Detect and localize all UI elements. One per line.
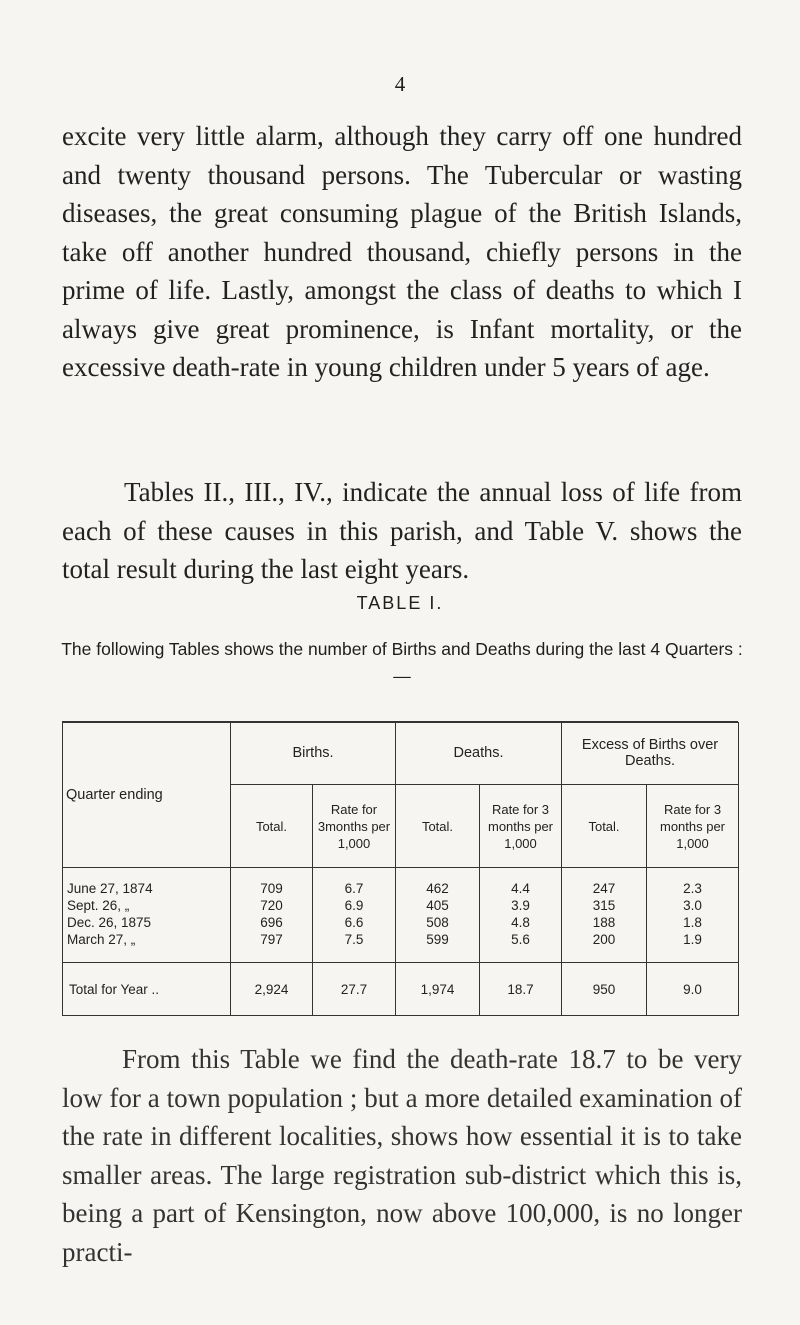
- cell-deaths-rate: 3.9: [480, 897, 562, 914]
- header-excess-rate: Rate for 3 months per 1,000: [647, 785, 739, 868]
- cell-deaths-rate: 5.6: [480, 931, 562, 948]
- table-row: [63, 931, 739, 948]
- header-births: Births.: [231, 722, 396, 785]
- cell-deaths-total: 462: [396, 880, 480, 897]
- paragraph-intro: excite very little alarm, although they carry off one hundred and twenty thousand persons. The Tubercular or wasting diseases, the great consuming plague of the British Islands, take off another hundred thousand, chiefly persons in the prime of life. Lastly, amongst the class of deaths to which I always give great prominence, is Infant mortality, or the excessive death-rate in young children under 5 years of age.: [62, 121, 742, 382]
- table-row: [63, 897, 739, 914]
- header-births-total: Total.: [231, 785, 313, 868]
- cell-quarter: June 27, 1874: [63, 880, 231, 897]
- cell-excess-rate: 9.0: [647, 963, 739, 1016]
- header-births-rate: Rate for 3months per 1,000: [313, 785, 396, 868]
- cell-births-rate: 6.7: [313, 880, 396, 897]
- cell-births-total: 2,924: [231, 963, 313, 1016]
- table-title: TABLE I.: [356, 593, 444, 613]
- cell-excess-rate: 3.0: [647, 897, 739, 914]
- cell-births-total: 696: [231, 914, 313, 931]
- table-row: [63, 880, 739, 897]
- cell-births-rate: 6.9: [313, 897, 396, 914]
- cell-excess-rate: 1.9: [647, 931, 739, 948]
- header-quarter-ending: Quarter ending: [63, 722, 231, 868]
- paragraph-tables-reference: Tables II., III., IV., indicate the annual loss of life from each of these causes in this parish, and Table V. shows the total result during the last eight years.: [62, 477, 742, 584]
- cell-total-label: Total for Year ..: [63, 963, 231, 1016]
- page-number: 4: [394, 72, 406, 96]
- cell-excess-total: 950: [562, 963, 647, 1016]
- cell-excess-total: 315: [562, 897, 647, 914]
- cell-deaths-total: 508: [396, 914, 480, 931]
- cell-deaths-total: 599: [396, 931, 480, 948]
- header-deaths-rate: Rate for 3 months per 1,000: [480, 785, 562, 868]
- table-top-rule: [62, 721, 738, 723]
- header-deaths: Deaths.: [396, 722, 562, 785]
- table-caption: The following Tables shows the number of Births and Deaths during the last 4 Quarters : —: [61, 639, 743, 686]
- table-total-row: [63, 963, 739, 1016]
- header-deaths-total: Total.: [396, 785, 480, 868]
- header-excess: Excess of Births over Deaths.: [562, 722, 739, 785]
- cell-births-total: 720: [231, 897, 313, 914]
- cell-excess-rate: 1.8: [647, 914, 739, 931]
- cell-excess-total: 247: [562, 880, 647, 897]
- cell-deaths-total: 1,974: [396, 963, 480, 1016]
- births-deaths-table: [62, 722, 738, 1026]
- cell-births-total: 709: [231, 880, 313, 897]
- cell-births-rate: 6.6: [313, 914, 396, 931]
- cell-births-total: 797: [231, 931, 313, 948]
- cell-deaths-rate: 4.4: [480, 880, 562, 897]
- table-row: [63, 914, 739, 931]
- cell-quarter: Dec. 26, 1875: [63, 914, 231, 931]
- paragraph-death-rate: From this Table we find the death-rate 18.7 to be very low for a town population ; but a more detailed examination of the rate in different localities, shows how essential it is to take smaller areas. The large registration sub-district which this is, being a part of Kensington, now above 100,000, is no longer practi-: [62, 1044, 742, 1267]
- cell-deaths-total: 405: [396, 897, 480, 914]
- cell-births-rate: 7.5: [313, 931, 396, 948]
- header-excess-total: Total.: [562, 785, 647, 868]
- cell-excess-total: 188: [562, 914, 647, 931]
- cell-quarter: March 27, „: [63, 931, 231, 948]
- cell-excess-total: 200: [562, 931, 647, 948]
- cell-deaths-rate: 4.8: [480, 914, 562, 931]
- cell-quarter: Sept. 26, „: [63, 897, 231, 914]
- cell-excess-rate: 2.3: [647, 880, 739, 897]
- cell-births-rate: 27.7: [313, 963, 396, 1016]
- cell-deaths-rate: 18.7: [480, 963, 562, 1016]
